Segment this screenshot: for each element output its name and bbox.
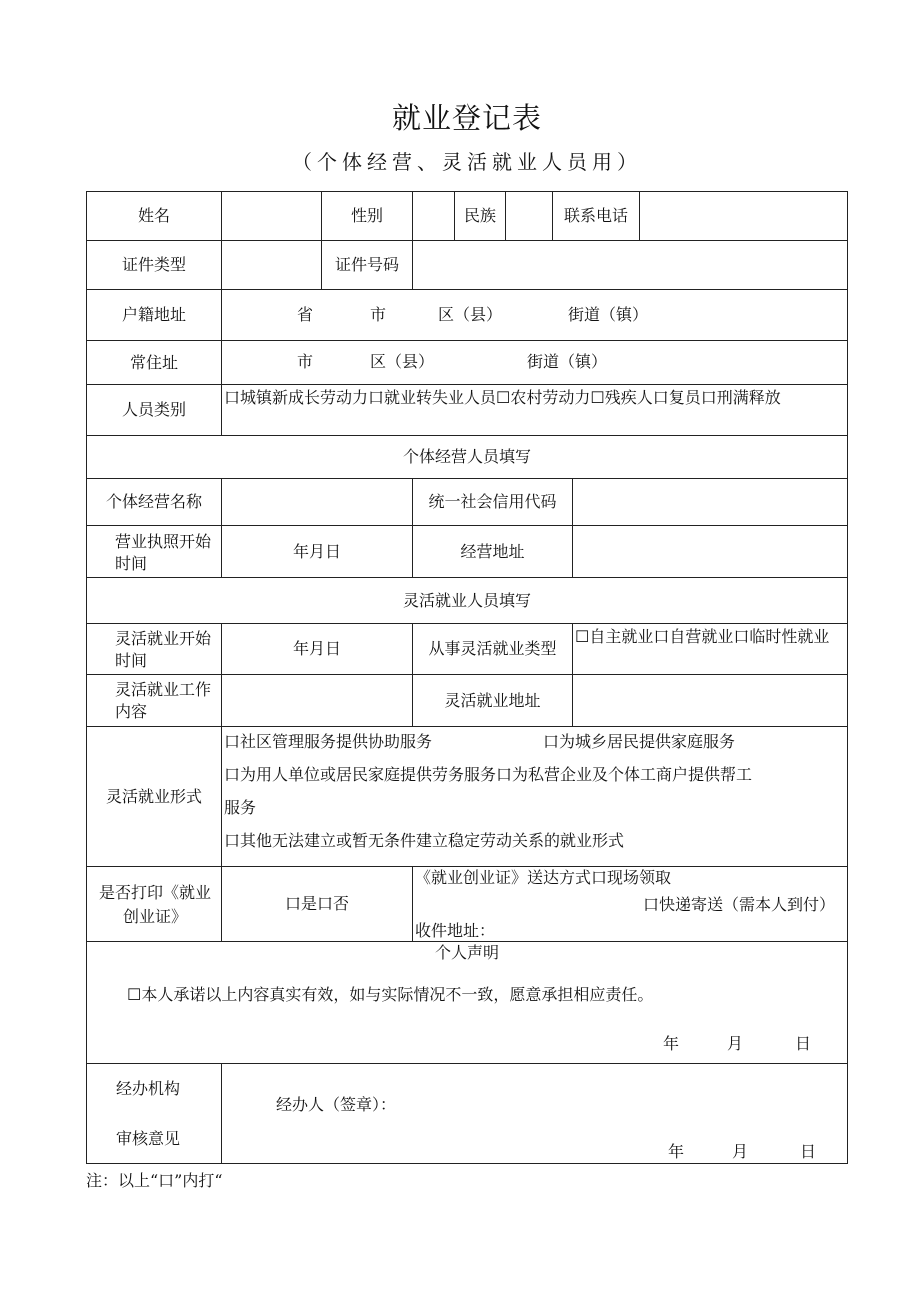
phone-field[interactable] xyxy=(639,191,848,241)
print-label: 是否打印《就业创业证》 xyxy=(98,883,211,926)
flexible-work-field[interactable] xyxy=(221,674,413,727)
flexible-type-label: 从事灵活就业类型 xyxy=(412,623,573,675)
declaration-month: 月 xyxy=(727,1034,744,1053)
ethnicity-field[interactable] xyxy=(505,191,553,241)
business-address-label: 经营地址 xyxy=(412,525,573,578)
residence-district: 区（县） xyxy=(370,352,435,371)
flexible-form-options[interactable] xyxy=(221,726,848,867)
id-type-label: 证件类型 xyxy=(86,240,222,290)
review-label: 审核意见 xyxy=(116,1129,181,1148)
agency-month: 月 xyxy=(732,1142,749,1161)
flexible-header: 灵活就业人员填写 xyxy=(86,577,848,624)
flexible-form-label: 灵活就业形式 xyxy=(86,726,222,867)
agency-label-cell xyxy=(86,1063,222,1164)
declaration-year: 年 xyxy=(663,1034,680,1053)
category-label: 人员类别 xyxy=(86,384,222,436)
form-option-labor-service-cont: 服务 xyxy=(224,798,257,817)
household-street: 街道（镇） xyxy=(568,305,649,324)
agency-review-field[interactable] xyxy=(221,1063,848,1164)
flexible-work-label: 灵活就业工作内容 xyxy=(115,680,212,721)
id-number-field[interactable] xyxy=(412,240,848,290)
residence-city: 市 xyxy=(297,352,314,371)
flexible-work-label-cell xyxy=(86,674,222,727)
delivery-address-label: 收件地址： xyxy=(415,921,496,940)
business-address-field[interactable] xyxy=(572,525,848,578)
footnote: 注：以上“口”内打“ xyxy=(86,1171,223,1190)
form-option-labor-service[interactable]: 口为用人单位或居民家庭提供劳务服务口为私营企业及个体工商户提供帮工 xyxy=(224,765,753,784)
declaration-statement[interactable]: ☐本人承诺以上内容真实有效，如与实际情况不一致，愿意承担相应责任。 xyxy=(127,985,654,1004)
declaration-section xyxy=(86,941,848,1064)
print-label-cell xyxy=(86,866,222,942)
credit-code-label: 统一社会信用代码 xyxy=(412,478,573,526)
form-option-household[interactable]: 口为城乡居民提供家庭服务 xyxy=(543,732,736,751)
phone-label: 联系电话 xyxy=(552,191,640,241)
self-employed-header: 个体经营人员填写 xyxy=(86,435,848,479)
form-subtitle: （个体经营、灵活就业人员用） xyxy=(292,150,642,174)
form-option-community[interactable]: 口社区管理服务提供协助服务 xyxy=(224,732,433,751)
agency-year: 年 xyxy=(668,1142,685,1161)
category-options[interactable] xyxy=(221,384,848,436)
flexible-address-label: 灵活就业地址 xyxy=(412,674,573,727)
household-district: 区（县） xyxy=(438,305,503,324)
delivery-cell xyxy=(412,866,848,942)
declaration-header: 个人声明 xyxy=(434,943,499,962)
household-address-field[interactable] xyxy=(221,289,848,341)
flexible-start-field[interactable]: 年月日 xyxy=(221,623,413,675)
gender-field[interactable] xyxy=(412,191,455,241)
id-number-label: 证件号码 xyxy=(321,240,413,290)
flexible-type-options-text[interactable]: ☐自主就业口自营就业口临时性就业 xyxy=(575,627,830,646)
flexible-type-options[interactable] xyxy=(572,623,848,675)
residence-street: 街道（镇） xyxy=(527,352,608,371)
residence-address-field[interactable] xyxy=(221,340,848,385)
license-date-label: 营业执照开始时间 xyxy=(115,532,212,573)
name-label: 姓名 xyxy=(86,191,222,241)
id-type-field[interactable] xyxy=(221,240,322,290)
license-date-label-cell xyxy=(86,525,222,578)
agency-day: 日 xyxy=(800,1142,817,1161)
gender-label: 性别 xyxy=(321,191,413,241)
category-options-text[interactable]: 口城镇新成长劳动力口就业转失业人员☐农村劳动力☐残疾人口复员口刑满释放 xyxy=(224,388,781,407)
flexible-address-field[interactable] xyxy=(572,674,848,727)
household-city: 市 xyxy=(370,305,387,324)
household-label: 户籍地址 xyxy=(86,289,222,341)
print-options[interactable]: 口是口否 xyxy=(221,866,413,942)
household-province: 省 xyxy=(297,305,314,324)
ethnicity-label: 民族 xyxy=(454,191,506,241)
name-field[interactable] xyxy=(221,191,322,241)
delivery-onsite-option[interactable]: 《就业创业证》送达方式口现场领取 xyxy=(415,868,672,887)
credit-code-field[interactable] xyxy=(572,478,848,526)
flexible-start-label-cell xyxy=(86,623,222,675)
agency-label: 经办机构 xyxy=(116,1079,181,1098)
handler-signature-label: 经办人（签章）： xyxy=(276,1095,397,1114)
license-date-field[interactable]: 年月日 xyxy=(221,525,413,578)
delivery-express-option[interactable]: 口快递寄送（需本人到付） xyxy=(643,895,836,914)
form-option-other[interactable]: 口其他无法建立或暂无条件建立稳定劳动关系的就业形式 xyxy=(224,831,625,850)
business-name-field[interactable] xyxy=(221,478,413,526)
residence-label: 常住址 xyxy=(86,340,222,385)
flexible-start-label: 灵活就业开始时间 xyxy=(115,629,212,670)
form-title: 就业登记表 xyxy=(391,101,542,135)
business-name-label: 个体经营名称 xyxy=(86,478,222,526)
declaration-day: 日 xyxy=(795,1034,812,1053)
